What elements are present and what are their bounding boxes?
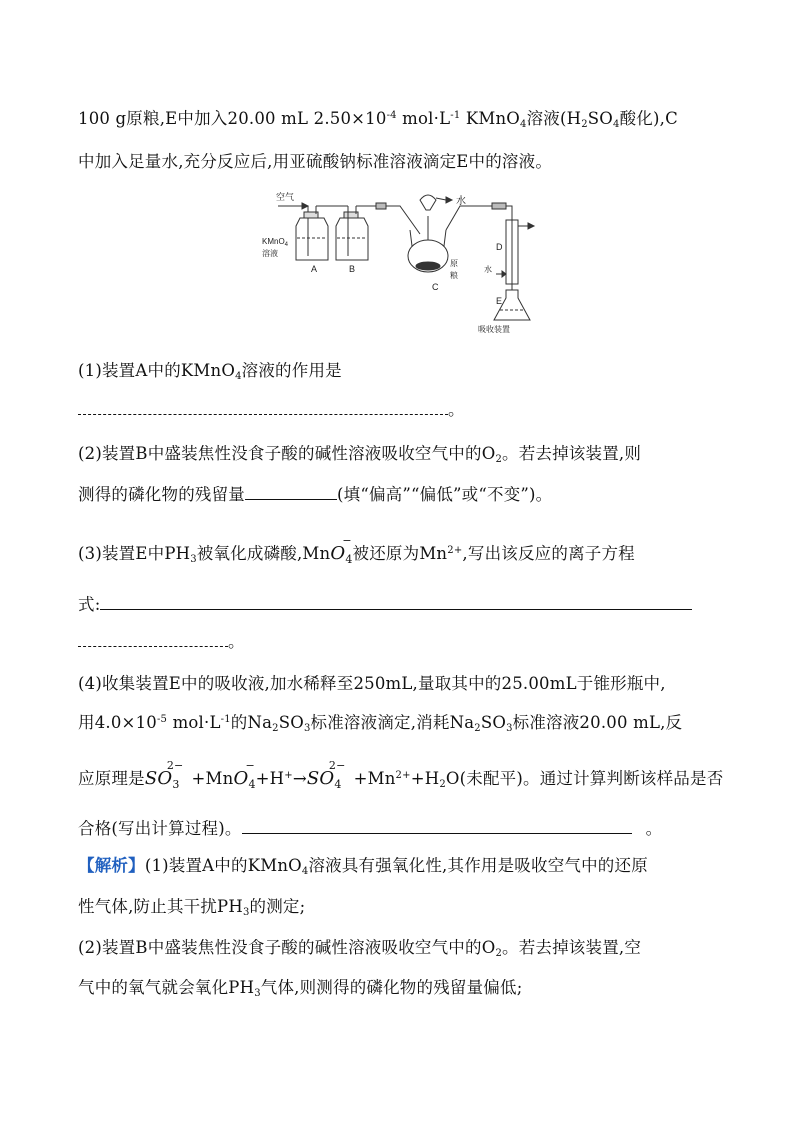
answer-blank-2[interactable] bbox=[245, 485, 337, 500]
answer-blank-4[interactable] bbox=[242, 819, 632, 834]
question-3-line-2: 式: bbox=[78, 591, 692, 615]
question-4-line-2: 用$4.0\times 10^{-5}$ $mol\cdot L^{-1}$的$Na_2SO_3$标准溶液滴定,消耗$Na_2SO_3$标准溶液20.00 mL,反 bbox=[78, 713, 683, 734]
question-1: (1)装置A中的KMnO$_4$溶液的作用是 bbox=[78, 361, 342, 382]
sulfite-ion: $SO_3$ 2− bbox=[144, 759, 184, 791]
analysis-1-line-1: 【解析】(1)装置A中的KMnO$_4$溶液具有强氧化性,其作用是吸收空气中的还原 bbox=[78, 856, 648, 877]
label-water-side: 水 bbox=[484, 265, 492, 274]
question-4-line-3: 应原理是$SO_3$ 2− +MnO$_4$ − $+H^+\to SO_4$ 2− $+Mn^{2+}+H_2O$(未配平)。通过计算判断该样品是否 bbox=[78, 759, 724, 791]
permanganate-ion: $O_4$ − bbox=[330, 534, 353, 566]
label-absorber: 吸收装置 bbox=[478, 325, 510, 334]
intro-line-2: 中加入足量水,充分反应后,用亚硫酸钠标准溶液滴定E中的溶液。 bbox=[78, 152, 553, 171]
label-grain-2: 粮 bbox=[450, 271, 458, 280]
label-a: A bbox=[311, 264, 318, 274]
analysis-1-line-2: 性气体,防止其干扰$PH_3$的测定; bbox=[78, 897, 306, 918]
label-grain-1: 原 bbox=[450, 259, 458, 268]
label-water-top: 水 bbox=[456, 196, 466, 207]
question-2-line-1: (2)装置B中盛装焦性没食子酸的碱性溶液吸收空气中的$O_2$。若去掉该装置,则 bbox=[78, 444, 642, 465]
label-c: C bbox=[432, 282, 439, 292]
question-4-line-4: 合格(写出计算过程)。 。 bbox=[78, 819, 663, 838]
analysis-2-line-2: 气中的氧气就会氧化$PH_3$气体,则测得的磷化物的残留量偏低; bbox=[78, 978, 523, 999]
label-kmno4: KMnO$_4$ bbox=[262, 237, 289, 248]
answer-blank-3b[interactable] bbox=[78, 632, 228, 647]
analysis-tag: 【解析】 bbox=[78, 856, 145, 875]
label-e: E bbox=[496, 296, 503, 306]
label-b: B bbox=[349, 264, 356, 274]
label-d: D bbox=[496, 242, 503, 252]
question-3-line-1: (3)装置E中$PH_3$被氧化成磷酸,MnO$_4$ − 被还原为$Mn^{2+}$,写出该反应的离子方程 bbox=[78, 534, 635, 566]
permanganate-ion-2: $O_4$ − bbox=[233, 759, 256, 791]
question-2-line-2: 测得的磷化物的残留量 (填“偏高”“偏低”或“不变”)。 bbox=[78, 485, 553, 504]
analysis-2-line-1: (2)装置B中盛装焦性没食子酸的碱性溶液吸收空气中的$O_2$。若去掉该装置,空 bbox=[78, 938, 642, 959]
intro-line-1: 100 g原粮,E中加入20.00 mL $2.50\times 10^{-4}$ $mol\cdot L^{-1}$ KMnO$_4$溶液($H_2SO_4$酸化),C bbox=[78, 109, 678, 130]
label-solution: 溶液 bbox=[262, 249, 278, 258]
answer-blank-1[interactable] bbox=[78, 400, 448, 415]
answer-blank-3a[interactable] bbox=[100, 595, 692, 610]
question-3-line-3: 。 bbox=[78, 628, 245, 652]
question-4-line-1: (4)收集装置E中的吸收液,加水稀释至250mL,量取其中的25.00mL于锥形瓶中, bbox=[78, 674, 666, 693]
apparatus-diagram bbox=[260, 186, 540, 334]
sulfate-ion: $SO_4$ 2− bbox=[306, 759, 346, 791]
question-1-answer-line: 。 bbox=[78, 396, 465, 420]
label-air: 空气 bbox=[276, 192, 295, 202]
